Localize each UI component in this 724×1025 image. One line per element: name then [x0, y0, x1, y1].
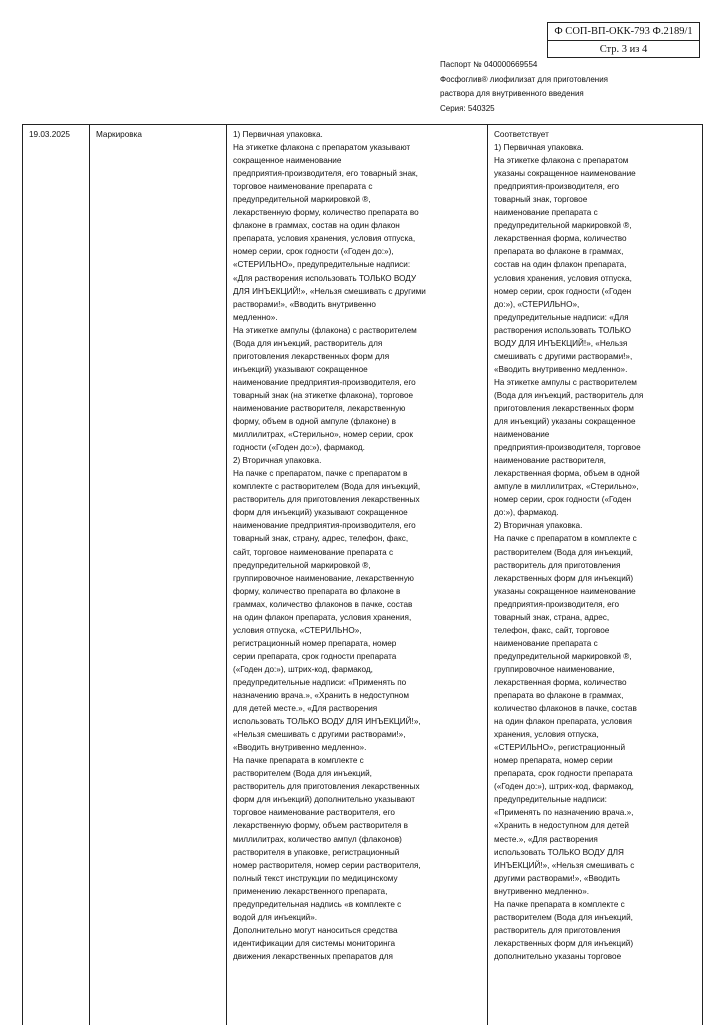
product-name-line-2: раствора для внутривенного введения — [440, 89, 584, 98]
result-line: дополнительно указаны торговое — [494, 951, 622, 961]
date-cell — [23, 125, 90, 1025]
result-line: растворитель для приготовления — [494, 925, 621, 935]
requirement-line: идентификации для системы мониторинга — [233, 938, 396, 948]
result-line: (Вода для инъекций, растворитель для — [494, 390, 644, 400]
result-line: приготовления лекарственных форм — [494, 403, 634, 413]
requirement-line: растворителем (Вода для инъекций, — [233, 769, 372, 779]
result-line: товарный знак, торговое — [494, 195, 588, 205]
requirement-line: условия отпуска, «СТЕРИЛЬНО», — [233, 625, 362, 635]
requirement-cell — [227, 125, 488, 1025]
form-code: Ф СОП-ВП-ОКК-793 Ф.2189/1 — [548, 23, 699, 41]
result-line: ВОДУ ДЛЯ ИНЪЕКЦИЙ!», «Нельзя — [494, 338, 628, 348]
page-number: Стр. 3 из 4 — [599, 44, 648, 55]
date-text: 19.03.2025 — [29, 130, 70, 139]
result-line: лекарственная форма, количество — [494, 677, 627, 687]
result-line: состав на один флакон препарата, — [494, 260, 627, 270]
result-cell — [488, 125, 703, 1025]
result-line: лекарственных форм для инъекций) — [494, 938, 634, 948]
requirement-line: сайт, торговое наименование препарата с — [233, 547, 394, 557]
result-line: наименование — [494, 430, 550, 440]
result-line: предупредительные надписи: — [494, 795, 607, 805]
requirement-line: торговое наименование растворителя, его — [233, 808, 395, 818]
result-line: 1) Первичная упаковка. — [494, 143, 584, 153]
requirement-line: «Нельзя смешивать с другими растворами!», — [233, 730, 406, 740]
requirement-line: применению лекарственного препарата, — [233, 886, 388, 896]
result-line: смешивать с другими растворами!», — [494, 351, 633, 361]
requirement-line: водой для инъекций». — [233, 912, 318, 922]
requirement-line: На пачке с препаратом, пачке с препаратом в — [233, 469, 408, 479]
requirement-line: группировочное наименование, лекарственную — [233, 573, 414, 583]
result-line: для инъекций) указаны сокращенное — [494, 417, 636, 427]
requirement-line: годности («Годен до:»), фармакод. — [233, 443, 365, 453]
requirement-line: регистрационный номер препарата, номер — [233, 638, 397, 648]
result-line: растворитель для приготовления — [494, 560, 621, 570]
result-line: наименование препарата с — [494, 638, 598, 648]
requirement-line: наименование растворителя, лекарственную — [233, 403, 406, 413]
result-line: количество флаконов в пачке, состав — [494, 704, 637, 714]
result-line: использовать ТОЛЬКО ВОДУ ДЛЯ — [494, 847, 624, 857]
requirement-line: ДЛЯ ИНЪЕКЦИЙ!», «Нельзя смешивать с другими — [233, 286, 426, 296]
requirement-line: препарата, условия хранения, условия отпуска, — [233, 234, 416, 244]
result-line: группировочное наименование, — [494, 664, 615, 674]
passport-number: Паспорт № 040000669554 — [440, 60, 538, 69]
requirement-line: «Для растворения использовать ТОЛЬКО ВОДУ — [233, 273, 417, 283]
result-line: 2) Вторичная упаковка. — [494, 521, 583, 531]
result-line: предупредительной маркировкой ®, — [494, 221, 632, 231]
result-line: «Применять по назначению врача.», — [494, 808, 634, 818]
requirement-line: (Вода для инъекций, растворитель для — [233, 338, 383, 348]
requirement-line: инъекций) указывают сокращенное — [233, 364, 368, 374]
result-line: условия хранения, условия отпуска, — [494, 273, 632, 283]
result-line: растворителем (Вода для инъекций, — [494, 912, 633, 922]
product-name-line-1: Фосфоглив® лиофилизат для приготовления — [440, 74, 608, 84]
requirement-line: На пачке препарата в комплекте с — [233, 756, 364, 766]
requirement-line: предупредительной маркировкой ®, — [233, 195, 371, 205]
requirement-line: полный текст инструкции по медицинскому — [233, 873, 398, 883]
requirement-line: миллилитрах, «Стерильно», номер серии, срок — [233, 430, 413, 440]
result-line: На пачке препарата в комплекте с — [494, 899, 625, 909]
requirement-line: форм для инъекций) указывают сокращенное — [233, 508, 408, 518]
result-line: предприятия-производителя, торговое — [494, 443, 641, 453]
requirement-line: приготовления лекарственных форм для — [233, 351, 390, 361]
requirement-line: растворами!», «Вводить внутривенно — [233, 299, 376, 309]
requirement-line: комплекте с растворителем (Вода для инъекций, — [233, 482, 421, 492]
result-line: На этикетке флакона с препаратом — [494, 156, 629, 166]
requirement-line: номер растворителя, номер серии растворителя, — [233, 860, 421, 870]
requirement-line: форм для инъекций) дополнительно указывают — [233, 795, 416, 805]
result-line: предупредительные надписи: «Для — [494, 312, 629, 322]
requirement-line: 2) Вторичная упаковка. — [233, 456, 322, 466]
result-line: «Хранить в недоступном для детей — [494, 821, 629, 831]
result-line: наименование растворителя, — [494, 456, 606, 466]
requirement-line: серии препарата, срок годности препарата — [233, 651, 397, 661]
result-line: На этикетке ампулы с растворителем — [494, 377, 637, 387]
requirement-line: лекарственную форму, объем растворителя в — [233, 821, 409, 831]
result-line: препарата, срок годности препарата — [494, 769, 633, 779]
requirement-line: предупредительная надпись «в комплекте с — [233, 899, 402, 909]
requirement-line: номер серии, срок годности («Годен до:»), — [233, 247, 394, 257]
result-line: ампуле в миллилитрах, «Стерильно», — [494, 482, 639, 492]
result-line: растворения использовать ТОЛЬКО — [494, 325, 632, 335]
result-line: указаны сокращенное наименование — [494, 586, 636, 596]
requirement-line: На этикетке ампулы (флакона) с растворителем — [233, 325, 417, 335]
parameter-text: Маркировка — [96, 130, 142, 139]
result-line: ИНЪЕКЦИЙ!», «Нельзя смешивать с — [494, 860, 635, 870]
requirement-line: медленно». — [233, 312, 278, 322]
requirement-line: наименование предприятия-производителя, его — [233, 377, 416, 387]
parameter-cell — [90, 125, 227, 1025]
result-line: номер серии, срок годности («Годен — [494, 286, 632, 296]
requirement-line: лекарственную форму, количество препарата во — [233, 208, 419, 218]
result-line: до:»), фармакод. — [494, 508, 559, 518]
result-line: указаны сокращенное наименование — [494, 169, 636, 179]
result-line: товарный знак, страна, адрес, — [494, 612, 610, 622]
requirement-line: товарный знак (на этикетке флакона), торговое — [233, 390, 414, 400]
result-line: предупредительной маркировкой ®, — [494, 651, 632, 661]
result-line: номер препарата, номер серии — [494, 756, 613, 766]
series-number: Серия: 540325 — [440, 103, 495, 113]
requirement-line: предприятия-производителя, его товарный знак, — [233, 169, 418, 179]
requirement-line: форму, количество препарата во флаконе в — [233, 586, 401, 596]
requirement-line: флаконе в граммах, состав на один флакон — [233, 221, 400, 231]
result-line: на один флакон препарата, условия — [494, 717, 632, 727]
result-line: хранения, условия отпуска, — [494, 730, 599, 740]
result-line: препарата во флаконе в граммах, — [494, 691, 624, 701]
requirement-line: «Вводить внутривенно медленно». — [233, 743, 367, 753]
result-line: предприятия-производителя, его — [494, 599, 620, 609]
result-line: лекарственная форма, объем в одной — [494, 469, 640, 479]
result-line: месте.», «Для растворения — [494, 834, 598, 844]
result-line: номер серии, срок годности («Годен — [494, 495, 632, 505]
result-line: лекарственных форм для инъекций) — [494, 573, 634, 583]
result-line: телефон, факс, сайт, торговое — [494, 625, 610, 635]
requirement-line: наименование предприятия-производителя, его — [233, 521, 416, 531]
result-line: («Годен до:»), штрих-код, фармакод, — [494, 782, 634, 792]
requirement-line: торговое наименование препарата с — [233, 182, 373, 192]
result-line: Соответствует — [494, 130, 549, 139]
requirement-line: миллилитрах, количество ампул (флаконов) — [233, 834, 402, 844]
result-line: На пачке с препаратом в комплекте с — [494, 534, 637, 544]
form-code-box — [547, 22, 700, 58]
requirement-line: предупредительные надписи: «Применять по — [233, 677, 407, 687]
requirement-line: Дополнительно могут наноситься средства — [233, 925, 398, 935]
requirement-line: растворитель для приготовления лекарственных — [233, 782, 420, 792]
requirement-line: граммах, количество флаконов в пачке, состав — [233, 599, 413, 609]
requirement-line: 1) Первичная упаковка. — [233, 130, 323, 139]
requirement-line: для детей месте.», «Для растворения — [233, 704, 378, 714]
requirement-line: на один флакон препарата, условия хранения, — [233, 612, 412, 622]
result-line: другими растворами!», «Вводить — [494, 873, 620, 883]
result-line: внутривенно медленно». — [494, 886, 590, 896]
result-line: лекарственная форма, количество — [494, 234, 627, 244]
result-line: «Вводить внутривенно медленно». — [494, 364, 628, 374]
result-line: до:»), «СТЕРИЛЬНО», — [494, 299, 580, 309]
passport-info — [440, 58, 700, 116]
requirement-line: На этикетке флакона с препаратом указывают — [233, 143, 411, 153]
requirement-line: растворитель для приготовления лекарственных — [233, 495, 420, 505]
requirement-line: форму, объем в одной ампуле (флаконе) в — [233, 417, 397, 427]
test-results-table — [22, 124, 703, 1025]
requirement-line: назначению врача.», «Хранить в недоступном — [233, 691, 409, 701]
requirement-line: («Годен до:»), штрих-код, фармакод, — [233, 664, 373, 674]
requirement-line: использовать ТОЛЬКО ВОДУ ДЛЯ ИНЪЕКЦИЙ!», — [233, 717, 421, 727]
result-line: препарата во флаконе в граммах, — [494, 247, 624, 257]
requirement-line: движения лекарственных препаратов для — [233, 951, 393, 961]
result-line: «СТЕРИЛЬНО», регистрационный — [494, 743, 626, 753]
requirement-line: растворителя в упаковке, регистрационный — [233, 847, 400, 857]
result-line: предприятия-производителя, его — [494, 182, 620, 192]
requirement-line: «СТЕРИЛЬНО», предупредительные надписи: — [233, 260, 411, 270]
result-line: наименование препарата с — [494, 208, 598, 218]
result-line: растворителем (Вода для инъекций, — [494, 547, 633, 557]
requirement-line: сокращенное наименование — [233, 156, 342, 166]
requirement-line: предупредительной маркировкой ®, — [233, 560, 371, 570]
requirement-line: товарный знак, страну, адрес, телефон, факс, — [233, 534, 409, 544]
